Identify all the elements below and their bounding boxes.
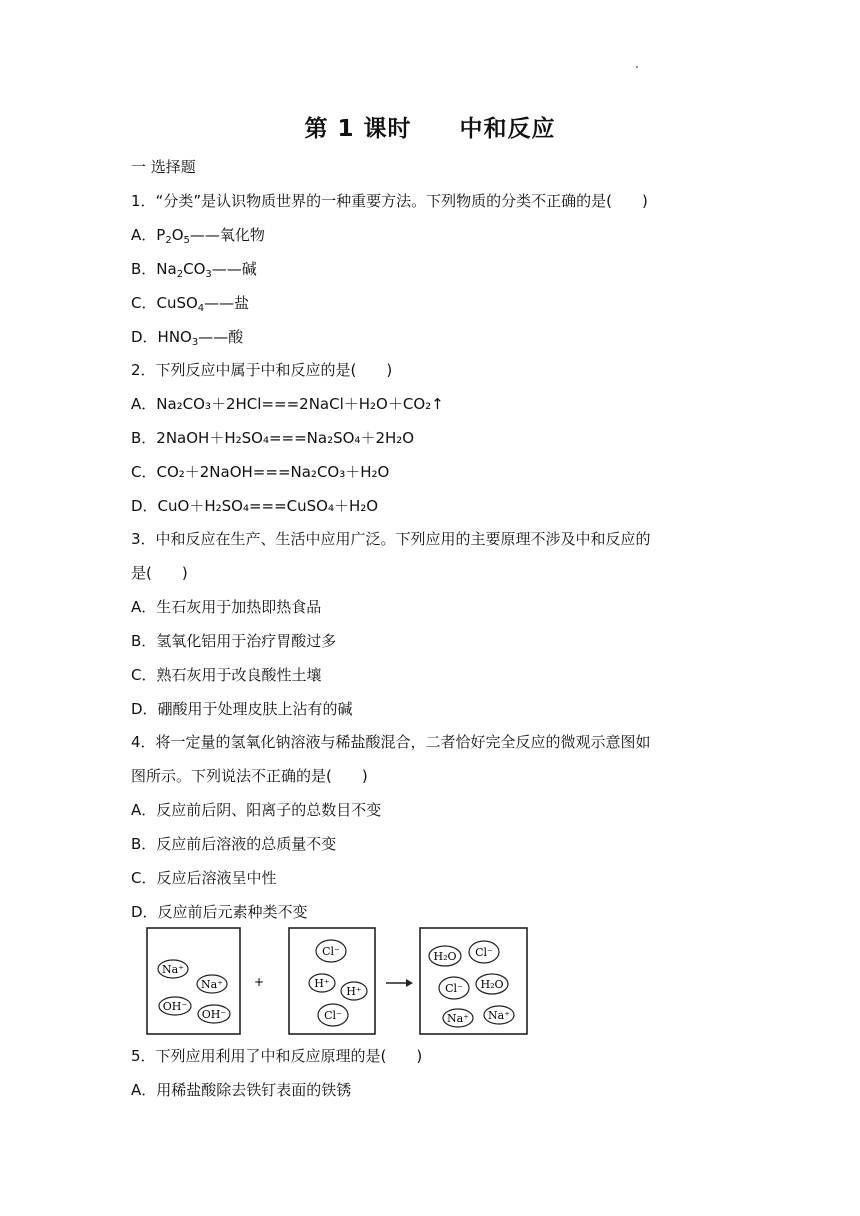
question-4-option-b: B．反应前后溶液的总质量不变 <box>131 835 337 853</box>
question-3-stem-line-2: 是( ) <box>131 564 188 582</box>
svg-text:Na⁺: Na⁺ <box>488 1009 510 1022</box>
section-heading: 一 选择题 <box>131 158 196 176</box>
svg-text:Cl⁻: Cl⁻ <box>475 946 493 959</box>
plus-sign: + <box>253 975 265 989</box>
question-3-option-c: C．熟石灰用于改良酸性土壤 <box>131 666 322 684</box>
svg-text:H⁺: H⁺ <box>346 985 362 998</box>
molecule-h2o-2 <box>476 974 508 994</box>
question-3-option-a: A．生石灰用于加热即热食品 <box>131 598 322 616</box>
ion-na-3 <box>443 1009 473 1027</box>
svg-text:H₂O: H₂O <box>433 950 457 963</box>
ion-oh-1 <box>159 997 191 1015</box>
svg-text:Na⁺: Na⁺ <box>447 1012 469 1025</box>
svg-text:Na⁺: Na⁺ <box>162 963 184 976</box>
question-4-stem-line-1: 4．将一定量的氢氧化钠溶液与稀盐酸混合，二者恰好完全反应的微观示意图如 <box>131 733 651 751</box>
svg-text:Cl⁻: Cl⁻ <box>324 1009 342 1022</box>
ion-na-4 <box>484 1006 514 1024</box>
svg-text:OH⁻: OH⁻ <box>162 1000 188 1013</box>
molecule-h2o-1 <box>429 946 461 966</box>
question-4-option-c: C．反应后溶液呈中性 <box>131 869 277 887</box>
question-1-stem: 1．“分类”是认识物质世界的一种重要方法。下列物质的分类不正确的是( ) <box>131 192 648 210</box>
question-3-option-b: B．氢氧化铝用于治疗胃酸过多 <box>131 632 337 650</box>
ion-na-1 <box>158 960 188 978</box>
ion-oh-2 <box>198 1005 230 1023</box>
ion-cl-4 <box>439 977 469 999</box>
reaction-arrow-icon <box>386 979 413 987</box>
question-2-option-b: B．2NaOH＋H₂SO₄===Na₂SO₄＋2H₂O <box>131 429 415 447</box>
ion-cl-2 <box>318 1004 348 1026</box>
question-2-option-c: C．CO₂＋2NaOH===Na₂CO₃＋H₂O <box>131 463 390 481</box>
question-2-stem: 2．下列反应中属于中和反应的是( ) <box>131 361 393 379</box>
ion-cl-3 <box>469 941 499 963</box>
question-3-stem-line-1: 3．中和反应在生产、生活中应用广泛。下列应用的主要原理不涉及中和反应的 <box>131 530 651 548</box>
ion-na-2 <box>197 975 227 993</box>
question-4-option-d: D．反应前后元素种类不变 <box>131 903 308 921</box>
ion-h-1 <box>309 974 335 992</box>
svg-text:OH⁻: OH⁻ <box>201 1008 227 1021</box>
question-1-option-c: C．CuSO$_4$——盐 <box>131 294 250 314</box>
question-1-option-d: D．$HNO_3——$酸 <box>131 328 244 348</box>
svg-text:Na⁺: Na⁺ <box>201 978 223 991</box>
ion-cl-1 <box>316 940 346 962</box>
question-2-option-d: D．CuO＋H₂SO₄===CuSO₄＋H₂O <box>131 497 379 515</box>
svg-text:H⁺: H⁺ <box>314 977 330 990</box>
svg-text:H₂O: H₂O <box>480 978 504 991</box>
question-3-option-d: D．硼酸用于处理皮肤上沾有的碱 <box>131 700 353 718</box>
question-5-stem: 5．下列应用利用了中和反应原理的是( ) <box>131 1047 423 1065</box>
ion-h-2 <box>341 982 367 1000</box>
svg-text:Cl⁻: Cl⁻ <box>445 982 463 995</box>
page-title: 第 1 课时 中和反应 <box>304 116 556 142</box>
question-1-option-a: A．$P_2O_5——$氧化物 <box>131 226 265 246</box>
question-5-option-a: A．用稀盐酸除去铁钉表面的铁锈 <box>131 1081 352 1099</box>
reaction-micro-diagram <box>146 926 530 1038</box>
question-2-option-a: A．Na₂CO₃＋2HCl===2NaCl＋H₂O＋CO₂↑ <box>131 395 444 413</box>
question-4-option-a: A．反应前后阴、阳离子的总数目不变 <box>131 801 382 819</box>
question-4-stem-line-2: 图所示。下列说法不正确的是( ) <box>131 767 368 785</box>
svg-text:Cl⁻: Cl⁻ <box>322 945 340 958</box>
question-1-option-b: B．$Na_2CO_3——$碱 <box>131 260 257 280</box>
stray-dot <box>636 66 638 68</box>
